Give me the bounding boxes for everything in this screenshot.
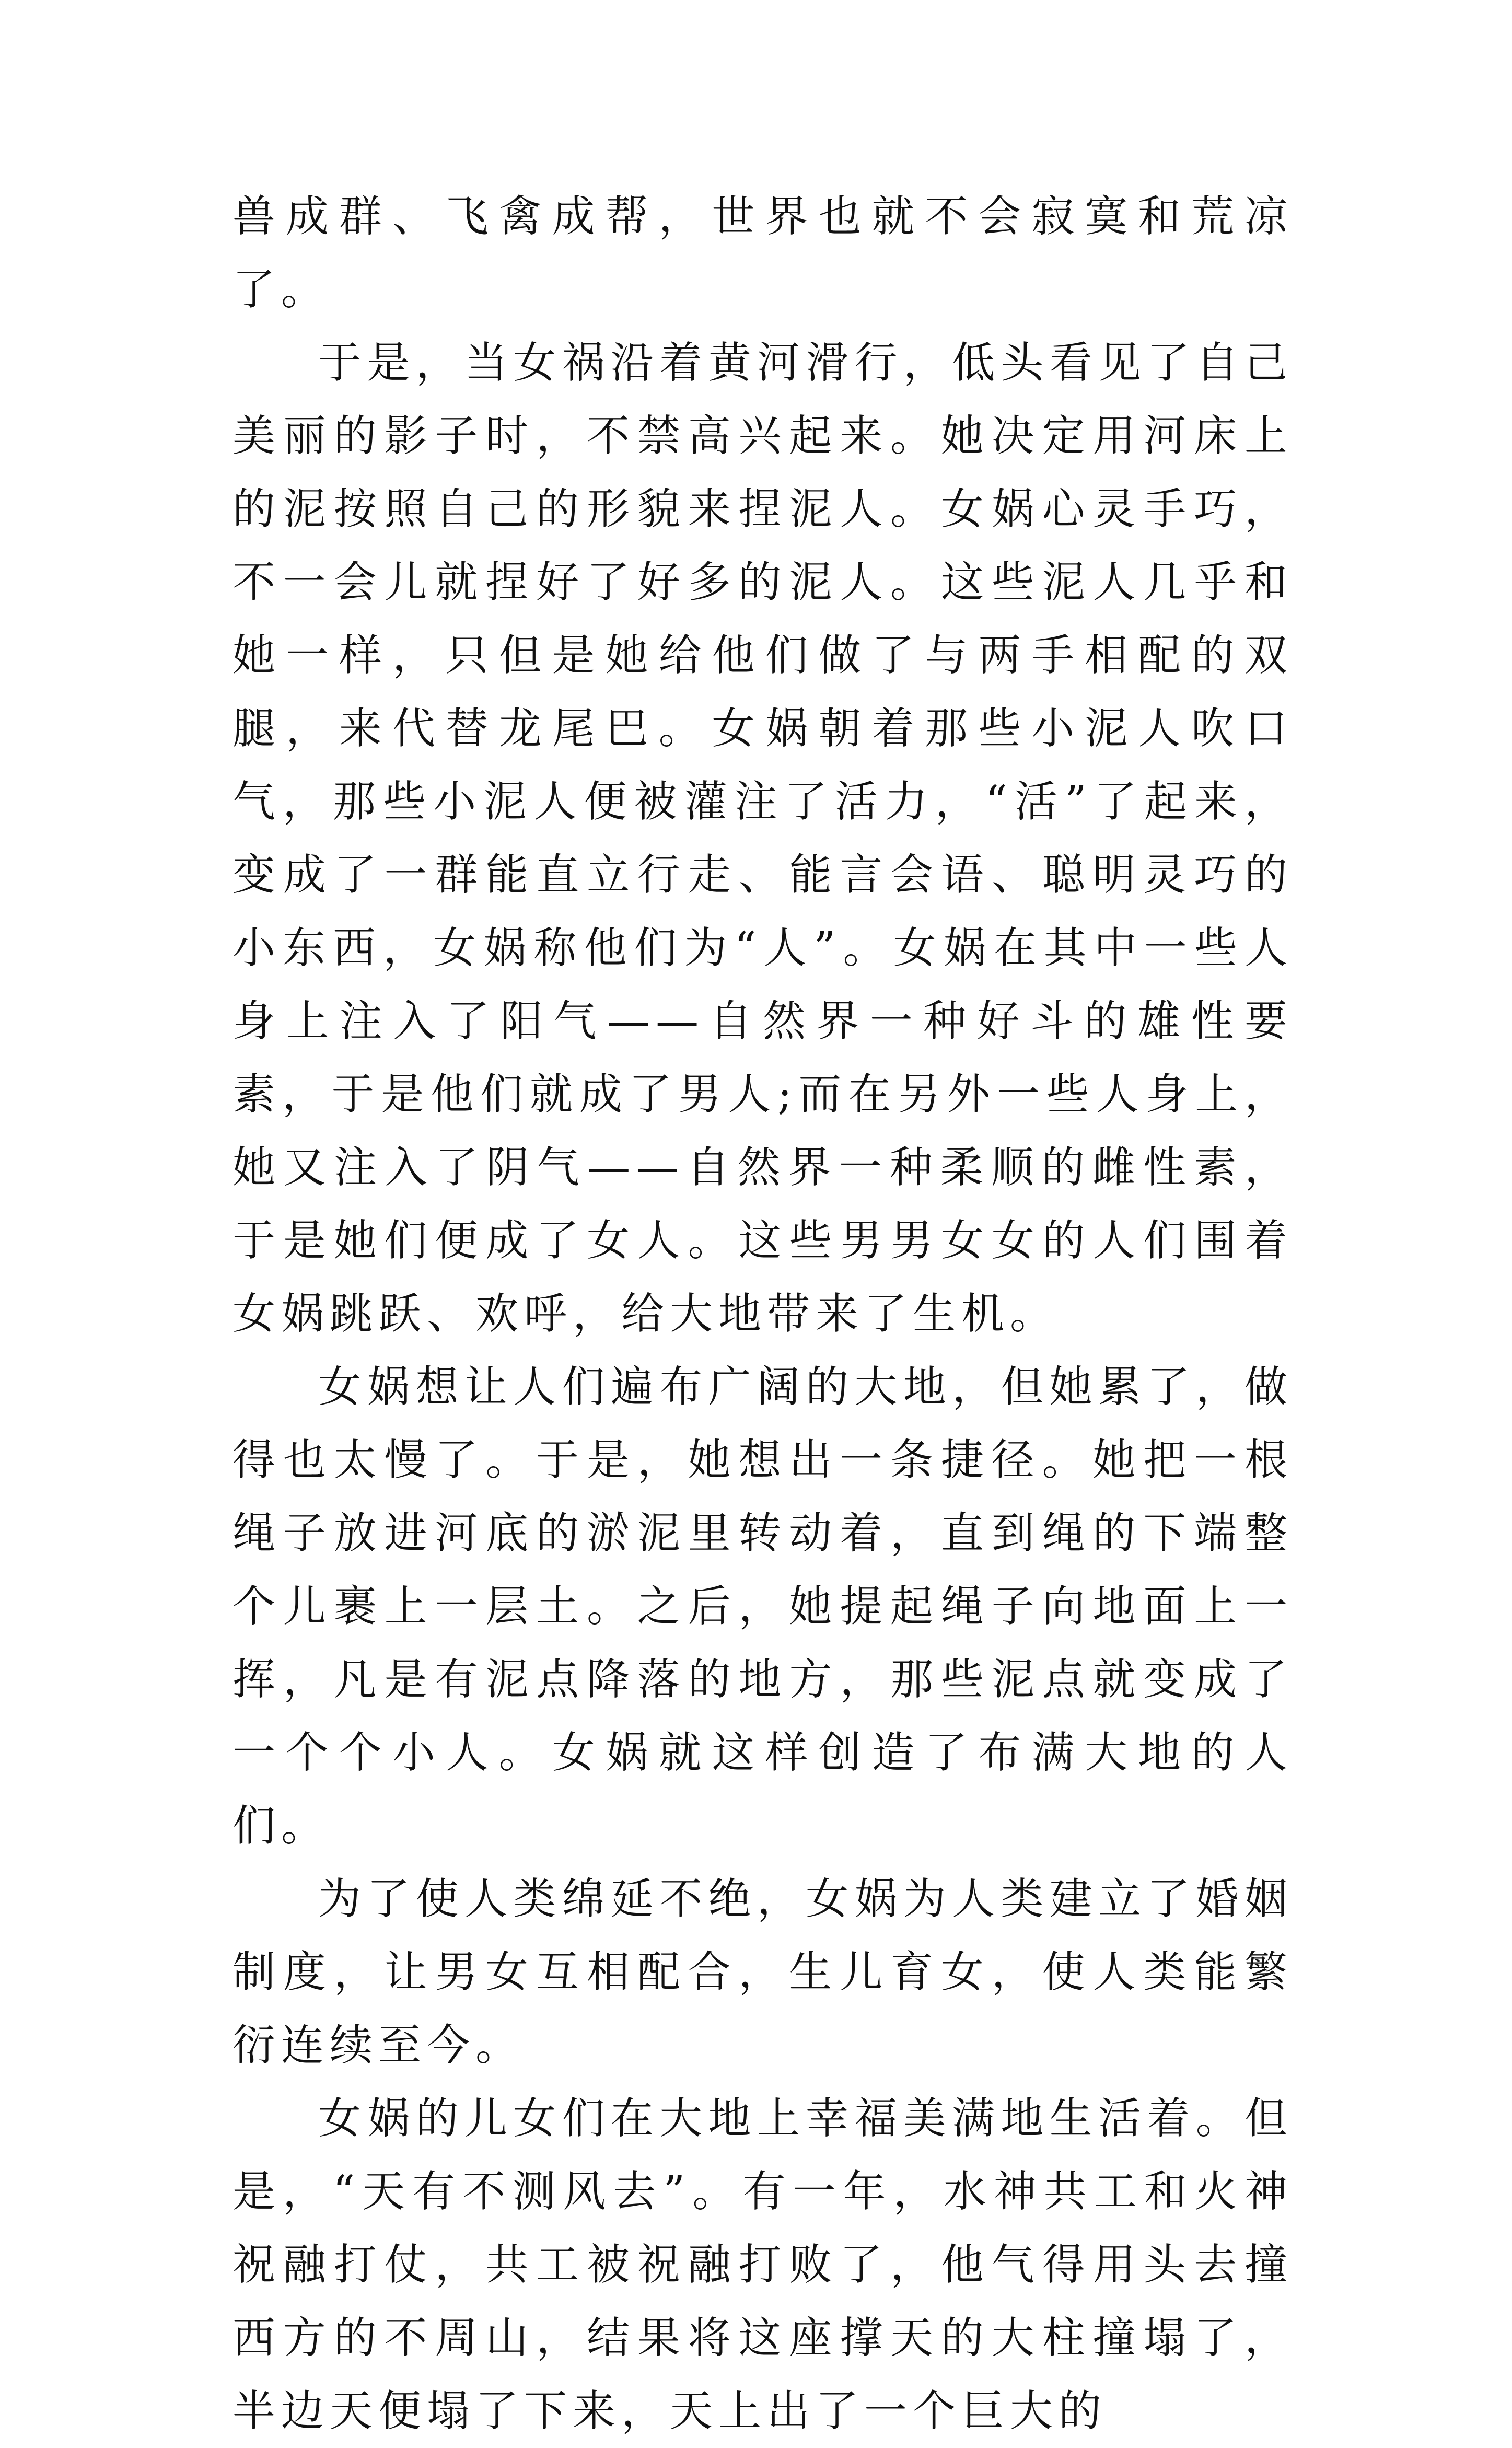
paragraph-sky-collapse: 女娲的儿女们在大地上幸福美满地生活着。但是，“天有不测风去”。有一年，水神共工和火神祝融打仗，共工被祝融打败了，他气得用头去撞西方的不周山，结果将这座撑天的大柱撞塌了，半边天便塌了下来，天上出了一个巨大的 bbox=[232, 2094, 1293, 2436]
paragraph-clay-figures: 于是，当女祸沿着黄河滑行，低头看见了自己美丽的影子时，不禁高兴起来。她决定用河床上的泥按照自己的形貌来捏泥人。女娲心灵手巧，不一会儿就捏好了好多的泥人。这些泥人几乎和她一样，只但是她给他们做了与两手相配的双腿，来代替龙尾巴。女娲朝着那些小泥人吹口气，那些小泥人便被灌注了活力，“活”了起来，变成了一群能直立行走、能言会语、聪明灵巧的小东西，女娲称他们为“人”。女娲在其中一些人身上注入了阳气——自然界一种好斗的雄性要素，于是他们就成了男人;而在另外一些人身上，她又注入了阴气——自然界一种柔顺的雌性素，于是她们便成了女人。这些男男女女的人们围着女娲跳跃、欢呼，给大地带来了生机。 bbox=[232, 338, 1293, 1339]
paragraph-rope-method: 女娲想让人们遍布广阔的大地，但她累了，做得也太慢了。于是，她想出一条捷径。她把一根绳子放进河底的淤泥里转动着，直到绳的下端整个儿裹上一层土。之后，她提起绳子向地面上一挥，凡是有泥点降落的地方，那些泥点就变成了一个个小人。女娲就这样创造了布满大地的人们。 bbox=[232, 1362, 1293, 1851]
document-body bbox=[232, 180, 1293, 2448]
paragraph-marriage: 为了使人类绵延不绝，女娲为人类建立了婚姻制度，让男女互相配合，生儿育女，使人类能繁衍连续至今。 bbox=[232, 1874, 1293, 2070]
paragraph-continuation: 兽成群、飞禽成帮，世界也就不会寂寞和荒凉了。 bbox=[232, 192, 1293, 315]
